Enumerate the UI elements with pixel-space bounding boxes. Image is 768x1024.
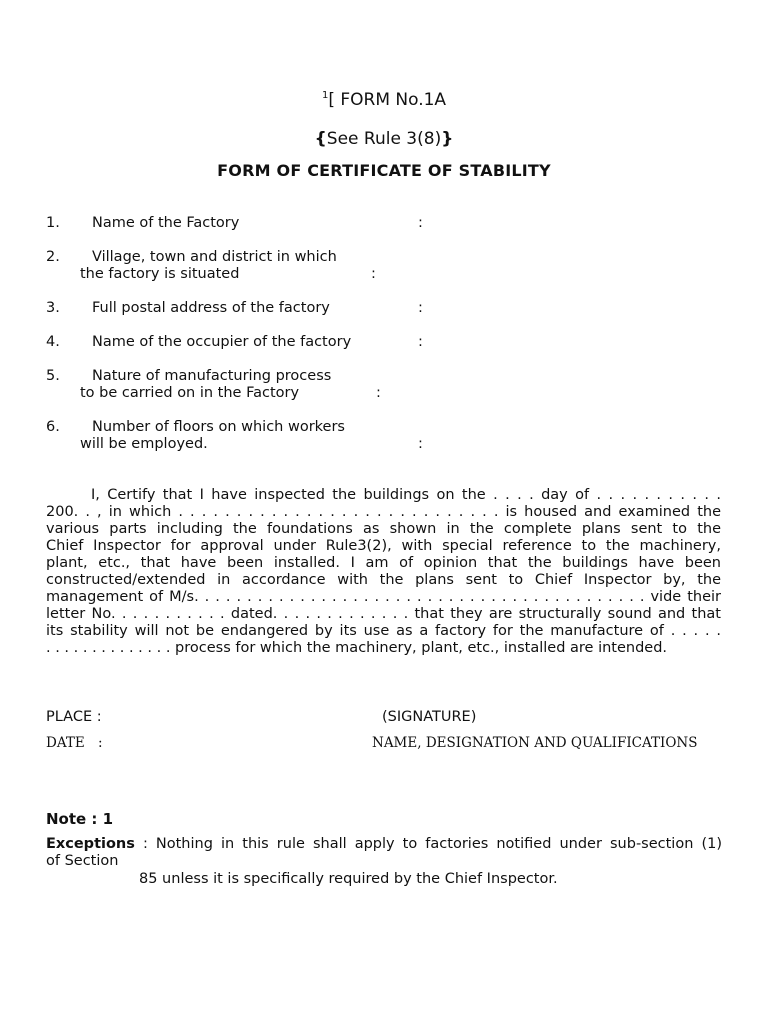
exceptions-line-3: 85 unless it is specifically required by the Chief Inspector.	[139, 871, 558, 887]
item-2-number: 2.	[46, 249, 60, 265]
date-label: DATE	[46, 735, 85, 751]
item-5-number: 5.	[46, 368, 60, 384]
item-1-label: Name of the Factory	[92, 215, 240, 231]
note-heading: Note : 1	[46, 810, 114, 828]
item-5-label: Nature of manufacturing process	[92, 368, 332, 384]
footnote-mark: 1	[321, 90, 329, 101]
certificate-line: its stability will not be endangered by its use as a factory for the manufacture of . . . . .	[46, 623, 721, 639]
rule-reference	[0, 129, 768, 149]
place-label: PLACE :	[46, 709, 102, 725]
item-5-label-cont: to be carried on in the Factory	[80, 385, 300, 401]
form-number: [ FORM No.1A	[328, 90, 447, 110]
item-6-label: Number of floors on which workers	[92, 419, 345, 435]
certificate-line: . . . . . . . . . . . . . . process for which the machinery, plant, etc., installed are intended.	[46, 640, 668, 656]
exceptions-line	[46, 836, 722, 852]
rule-text: See Rule 3(8)	[326, 129, 442, 149]
certificate-line: Chief Inspector for approval under Rule3(2), with special reference to the machinery,	[46, 538, 721, 554]
certificate-line: constructed/extended in accordance with the plans sent to Chief Inspector by, the	[46, 572, 721, 588]
certificate-line: various parts including the foundations as shown in the complete plans sent to the	[46, 521, 721, 537]
certificate-line: plant, etc., that have been installed. I am of opinion that the buildings have been	[46, 555, 721, 571]
date-colon: :	[98, 735, 103, 751]
brace-close: }	[441, 129, 454, 149]
exceptions-label: Exceptions	[46, 836, 135, 852]
signature-label: (SIGNATURE)	[382, 709, 477, 725]
item-1-colon: :	[418, 215, 423, 231]
name-designation-label: NAME, DESIGNATION AND QUALIFICATIONS	[372, 735, 698, 751]
item-2-colon: :	[371, 266, 376, 282]
item-3-colon: :	[418, 300, 423, 316]
item-4-colon: :	[418, 334, 423, 350]
item-6-colon: :	[418, 436, 423, 452]
item-4-label: Name of the occupier of the factory	[92, 334, 352, 350]
item-1-number: 1.	[46, 215, 60, 231]
certificate-paragraph	[46, 487, 721, 657]
exceptions-line-2: of Section	[46, 853, 119, 869]
certificate-line: I, Certify that I have inspected the buildings on the . . . . day of . . . . . . . . . . .	[91, 487, 721, 503]
item-3-label: Full postal address of the factory	[92, 300, 330, 316]
certificate-line: letter No. . . . . . . . . . . dated. . . . . . . . . . . . . that they are structurally sound and that	[46, 606, 721, 622]
item-4-number: 4.	[46, 334, 60, 350]
item-2-label-cont: the factory is situated	[80, 266, 240, 282]
item-5-colon: :	[376, 385, 381, 401]
item-2-label: Village, town and district in which	[92, 249, 337, 265]
form-title: FORM OF CERTIFICATE OF STABILITY	[217, 161, 551, 180]
certificate-line: 200. . , in which . . . . . . . . . . . . . . . . . . . . . . . . . . . . is housed and examined the	[46, 504, 721, 520]
certificate-line: management of M/s. . . . . . . . . . . . . . . . . . . . . . . . . . . . . . . . . . . . . . . . . . . vide their	[46, 589, 721, 605]
form-number-heading	[0, 90, 768, 110]
item-3-number: 3.	[46, 300, 60, 316]
item-6-label-cont: will be employed.	[80, 436, 208, 452]
exceptions-text: : Nothing in this rule shall apply to factories notified under sub-section (1)	[134, 836, 722, 852]
brace-open: {	[314, 129, 327, 149]
item-6-number: 6.	[46, 419, 60, 435]
